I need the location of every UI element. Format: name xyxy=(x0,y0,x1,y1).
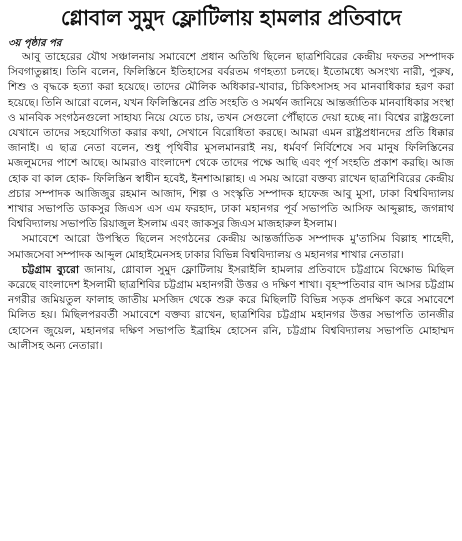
clipping-bottom-edge xyxy=(0,537,462,541)
article-paragraph-3 xyxy=(8,263,454,354)
article-headline: গ্লোবাল সুমুদ ফ্লোটিলায় হামলার প্রতিবাদে xyxy=(60,6,402,30)
article-paragraph-2 xyxy=(8,232,454,262)
article-paragraph-1 xyxy=(8,50,454,232)
paragraph-2-text: সমাবেশে আরো উপস্থিত ছিলেন সংগঠনের কেন্দ্রীয় আন্তর্জাতিক সম্পাদক মু'তাসিম বিল্লাহ শাহেদী, সমাজসেবা সম্পাদক আব্দুল মোহাইমেনসহ ঢাকার বিভিন্ন বিশ্ববিদ্যালয় ও মহানগর শাখার নেতারা। xyxy=(8,233,454,261)
paragraph-3-text: জানায়, গ্লোবাল সুমুদ ফ্লোটিলায় ইসরাইলি হামলার প্রতিবাদে চট্টগ্রামে বিক্ষোভ মিছিল করেছে বাংলাদেশ ইসলামী ছাত্রশিবির চট্টগ্রাম মহানগরী উত্তর ও দক্ষিণ শাখা। বৃহস্পতিবার বাদ আসর চট্টগ্রাম নগরীর জমিয়তুল ফালাহ জাতীয় মসজিদ থেকে শুরু করে মিছিলটি বিভিন্ন সড়ক প্রদক্ষিণ করে সমাবেশে মিলিত হয়। মিছিলপরবর্তী সমাবেশে বক্তব্য রাখেন, ছাত্রশিবির চট্টগ্রাম মহানগর উত্তর সভাপতি তানজীর হোসেন জুয়েল, মহানগর দক্ষিণ সভাপতি ইব্রাহিম হোসেন রনি, চট্টগ্রাম বিশ্ববিদ্যালয় সভাপতি মোহাম্মদ আলীসহ অন্য নেতারা। xyxy=(8,263,454,352)
continued-from-label: ৩য় পৃষ্ঠার পর xyxy=(8,38,62,49)
paragraph-1-text: আবু তাহেরের যৌথ সঞ্চালনায় সমাবেশে প্রধান অতিথি ছিলেন ছাত্রশিবিরের কেন্দ্রীয় দফতর সম্পাদক সিবগাতুল্লাহ। তিনি বলেন, ফিলিস্তিনে ইতিহাসের বর্বরতম গণহত্যা চলছে। ইতোমধ্যে অসংখ্য নারী, পুরুষ, শিশু ও বৃদ্ধকে হত্যা করা হয়েছে। তাদের মৌলিক অধিকার-খাবার, চিকিৎসাসহ সব মানবাধিকার হরণ করা হয়েছে। তিনি আরো বলেন, যখন ফিলিস্তিনের প্রতি সংহতি ও সমর্থন জানিয়ে আন্তর্জাতিক মানবাধিকার সংস্থা ও মানবিক সংগঠনগুলো সাহায্য নিয়ে যেতে চায়, তখন সেগুলো পৌঁছাতে দেয়া হচ্ছে না। বিশ্বের রাষ্ট্রগুলো যেখানে তাদের সহযোগিতা করার কথা, সেখানে বিরোধিতা করছে। আমরা এমন রাষ্ট্রপ্রধানদের প্রতি ধিক্কার জানাই। এ ছাত্র নেতা বলেন, শুধু পৃথিবীর মুসলমানরাই নয়, ধর্মবর্ণ নির্বিশেষে সব মানুষ ফিলিস্তিনের মজলুমদের পাশে আছে। আমরাও বাংলাদেশ থেকে তাদের পক্ষে আছি এবং পূর্ণ সংহতি প্রকাশ করছি। আজ হোক বা কাল হোক- ফিলিস্তিন স্বাধীন হবেই, ইনশাআল্লাহ। এ সময় আরো বক্তব্য রাখেন ছাত্রশিবিরের কেন্দ্রীয় প্রচার সম্পাদক আজিজুর রহমান আজাদ, শিল্প ও সংস্কৃতি সম্পাদক হাফেজ আবু মুসা, ঢাকা বিশ্ববিদ্যালয় শাখার সভাপতি ডাকসুর জিএস এস এম ফরহাদ, ঢাকা মহানগর পূর্ব সভাপতি আসিফ আব্দুল্লাহ, জগন্নাথ বিশ্ববিদ্যালয় সভাপতি রিয়াজুল ইসলাম এবং জাকসুর জিএস মাজহারুল ইসলাম। xyxy=(8,51,454,231)
article-body xyxy=(8,50,454,354)
paragraph-3-lead: চট্টগ্রাম ব্যুরো xyxy=(22,263,80,276)
